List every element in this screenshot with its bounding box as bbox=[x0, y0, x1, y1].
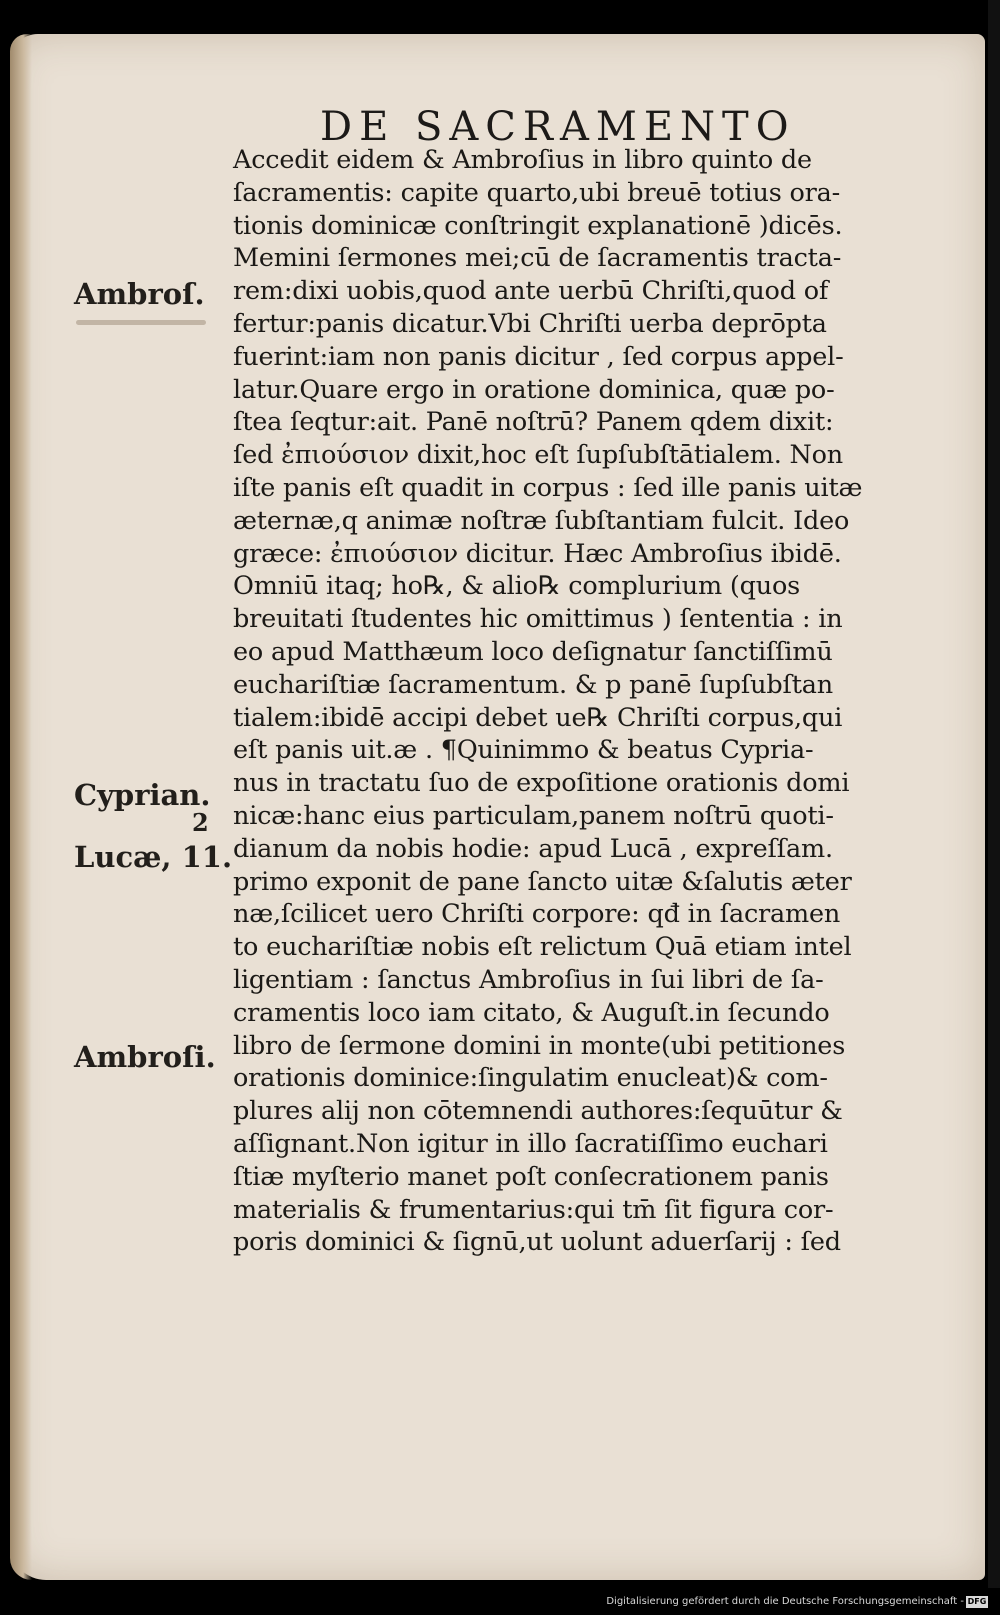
text-line: iſte panis eſt quadit in corpus : ſed ille panis uitæ bbox=[233, 472, 863, 503]
margin-note-ambros-2: Ambroſi. bbox=[74, 1040, 216, 1074]
text-line: cramentis loco iam citato, & Auguſt.in ſecundo bbox=[233, 997, 830, 1028]
text-line: rem:dixi uobis,quod ante uerbū Chriſti,quod of bbox=[233, 276, 829, 307]
text-line: orationis dominice:ſingulatim enucleat)& com- bbox=[233, 1063, 828, 1094]
text-line: æternæ,q animæ noſtræ ſubſtantiam fulcit. Ideo bbox=[233, 505, 850, 536]
text-line: ſtea ſeqtur:ait. Panē noſtrū? Panem qdem dixit: bbox=[233, 407, 834, 438]
text-line: ſtiæ myſterio manet poſt conſecrationem panis bbox=[233, 1161, 829, 1192]
margin-underline-mark bbox=[76, 320, 206, 325]
main-text-block bbox=[233, 144, 923, 1259]
text-line: breuitati ſtudentes hic omittimus ) ſententia : in bbox=[233, 604, 843, 635]
text-line: Omniū itaq; ho℞, & alio℞ complurium (quos bbox=[233, 571, 801, 602]
text-line: primo exponit de pane ſancto uitæ &ſalutis æter bbox=[233, 866, 852, 897]
text-line: fertur:panis dicatur.Vbi Chriſti uerba deprōpta bbox=[233, 308, 827, 339]
text-line: eſt panis uit.æ . ¶Quinimmo & beatus Cypria- bbox=[233, 735, 814, 766]
text-line: materialis & frumentarius:qui tm̄ ſit figura cor- bbox=[233, 1194, 834, 1225]
page-edge-shadow bbox=[10, 34, 32, 1580]
text-line: græce: ἐπιούσιον dicitur. Hæc Ambroſius ibidē. bbox=[233, 538, 842, 569]
text-line: poris dominici & ſignū,ut uolunt aduerſarij : ſed bbox=[233, 1227, 841, 1258]
text-line: ſed ἐπιούσιον dixit,hoc eſt ſupſubſtātialem. Non bbox=[233, 440, 844, 471]
margin-note-ambros: Ambroſ. bbox=[74, 277, 205, 311]
text-line: tionis dominicæ conſtringit explanationē )dicēs. bbox=[233, 210, 843, 241]
footer-credit: Digitalisierung gefördert durch die Deutsche Forschungsgemeinschaft - bbox=[606, 1596, 964, 1607]
right-dark-strip bbox=[988, 0, 1000, 1615]
text-line: plures alij non cōtemnendi authores:ſequūtur & bbox=[233, 1096, 843, 1127]
dfg-logo: DFG bbox=[967, 1597, 987, 1606]
text-line: to euchariſtiæ nobis eſt relictum Quā etiam intel bbox=[233, 932, 852, 963]
margin-note-cyprian: Cyprian. bbox=[74, 778, 211, 812]
text-line: Memini ſermones mei;cū de ſacramentis tracta- bbox=[233, 243, 842, 274]
running-heading: DE SACRAMENTO bbox=[320, 104, 796, 150]
text-line: næ,ſcilicet uero Chriſti corpore: qđ in ſacramen bbox=[233, 899, 841, 930]
margin-note-luca: Lucæ, 11. bbox=[74, 840, 233, 874]
text-line: libro de ſermone domini in monte(ubi petitiones bbox=[233, 1030, 846, 1061]
text-line: tialem:ibidē accipi debet ue℞ Chriſti corpus,qui bbox=[233, 702, 843, 733]
text-line: nus in tractatu ſuo de expoſitione orationis domi bbox=[233, 768, 850, 799]
text-line: eo apud Matthæum loco deſignatur ſanctiſſimū bbox=[233, 636, 833, 667]
text-line: aſſignant.Non igitur in illo ſacratiſſimo euchari bbox=[233, 1128, 828, 1159]
text-line: ſacramentis: capite quarto,ubi breuē totius ora- bbox=[233, 177, 841, 208]
text-line: euchariſtiæ ſacramentum. & p panē ſupſubſtan bbox=[233, 669, 834, 700]
margin-note-numeral: 2 bbox=[192, 808, 209, 837]
text-line: latur.Quare ergo in oratione dominica, quæ po- bbox=[233, 374, 835, 405]
text-line: nicæ:hanc eius particulam,panem noſtrū quoti- bbox=[233, 800, 834, 831]
text-line: fuerint:iam non panis dicitur , ſed corpus appel- bbox=[233, 341, 844, 372]
text-line: dianum da nobis hodie: apud Lucā , expreſſam. bbox=[233, 833, 833, 864]
text-line: ligentiam : ſanctus Ambroſius in ſui libri de ſa- bbox=[233, 964, 824, 995]
text-line: Accedit eidem & Ambroſius in libro quinto de bbox=[233, 145, 812, 175]
